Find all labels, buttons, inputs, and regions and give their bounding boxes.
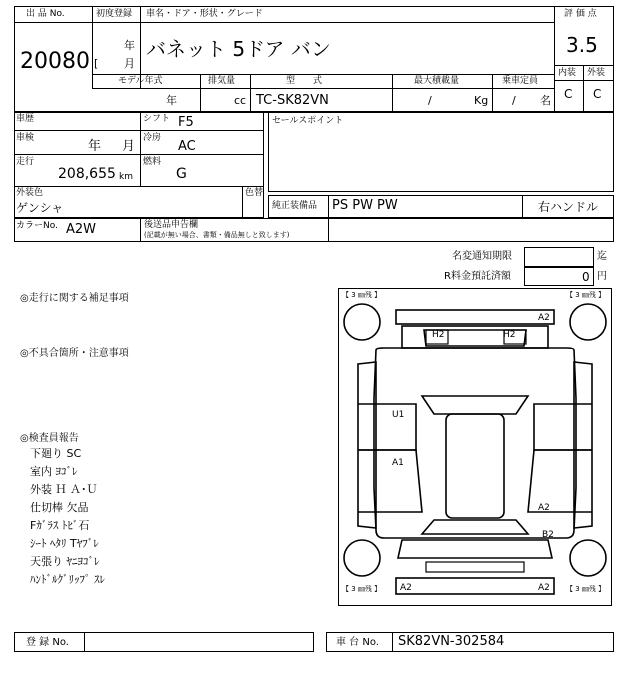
rear-window xyxy=(422,396,528,414)
sales-points-label: セールスポイント xyxy=(272,116,344,126)
inspector-report-label: ◎検査員報告 xyxy=(20,433,79,444)
displacement-unit: cc xyxy=(234,94,247,107)
max-load-label: 最大積載量 xyxy=(414,76,460,86)
lot-label: 出 品 No. xyxy=(26,9,65,19)
wheel-rear-right xyxy=(570,304,606,340)
color-no-value: A2W xyxy=(66,222,97,237)
inspection-label: 車検 xyxy=(16,133,35,143)
shift-label: シフト xyxy=(143,114,171,124)
mark-front-b2: B2 xyxy=(542,530,554,540)
capacity-slash: / xyxy=(512,94,516,107)
recycle-label: R料金預託済額 xyxy=(444,271,511,282)
interior-value: C xyxy=(564,87,573,101)
recycle-value: 0 xyxy=(582,270,590,284)
ac-value: AC xyxy=(178,139,196,154)
model-name-label: 車名・ドア・形状・グレード xyxy=(146,9,263,19)
inspector-line: 仕切棒 欠品 xyxy=(30,501,89,514)
car-diagram xyxy=(338,288,612,606)
wheel-front-left xyxy=(344,540,380,576)
roof xyxy=(446,414,504,518)
mark-front-bumper-right: A2 xyxy=(538,583,550,593)
rear-bumper xyxy=(396,310,554,324)
inspector-line: 室内 ﾖｺﾞﾚ xyxy=(30,465,78,478)
grade-value: 3.5 xyxy=(566,33,598,57)
max-load-unit: Kg xyxy=(474,94,489,107)
type-label: 型 式 xyxy=(286,76,323,86)
capacity-label: 乗車定員 xyxy=(502,76,539,86)
color-label: 外装色 xyxy=(16,188,44,198)
interior-label: 内装 xyxy=(558,68,577,78)
steering-value: 右ハンドル xyxy=(538,200,599,214)
max-load-slash: / xyxy=(428,94,432,107)
displacement-label: 排気量 xyxy=(208,76,236,86)
tire-tread-rear-left: 【 3 ㎜残 】 xyxy=(342,291,382,299)
mileage-unit: km xyxy=(119,172,133,182)
name-change-unit: 迄 xyxy=(597,251,607,262)
inspector-line: 下廻り SC xyxy=(30,447,82,460)
color-no-box xyxy=(14,218,614,242)
tire-tread-rear-right: 【 3 ㎜残 】 xyxy=(566,291,606,299)
inspector-line: 外装 Ｈ Ａ･Ｕ xyxy=(30,483,98,496)
color-no-label: カラーNo. xyxy=(16,221,58,231)
mileage-value: 208,655 xyxy=(58,166,116,182)
inspector-line: ﾊﾝﾄﾞﾙｸﾞﾘｯﾌﾟ ｽﾚ xyxy=(30,573,105,586)
fuel-value: G xyxy=(176,166,187,182)
model-name: バネット 5ドア バン xyxy=(146,37,331,61)
defects-notes-label: ◎不具合箇所・注意事項 xyxy=(20,348,129,359)
grille xyxy=(426,562,524,572)
ac-label: 冷房 xyxy=(143,133,162,143)
tire-tread-front-right: 【 3 ㎜残 】 xyxy=(566,585,606,593)
mark-rear-right: H2 xyxy=(503,330,516,340)
model-year-unit: 年 xyxy=(166,94,177,107)
mark-side-a1: A1 xyxy=(392,458,404,468)
color-change-label: 色替 xyxy=(245,188,264,198)
mark-front-bumper-left: A2 xyxy=(400,583,412,593)
lot-number: 20080 xyxy=(20,49,90,74)
mark-side-u1: U1 xyxy=(392,410,405,420)
color-value: ゲンシャ xyxy=(16,201,64,215)
hood xyxy=(398,540,552,558)
chassis-value: SK82VN-302584 xyxy=(398,634,505,649)
grade-label: 評 価 点 xyxy=(564,9,597,19)
post-report-note: (記載が無い場合、書類・備品無しと致します) xyxy=(144,231,290,239)
tire-tread-front-left: 【 3 ㎜残 】 xyxy=(342,585,382,593)
inspector-line: ｼｰﾄ ﾍﾀﾘ Tﾔﾌﾞﾚ xyxy=(30,537,99,550)
mark-rear-left: H2 xyxy=(432,330,445,340)
name-change-label: 名変通知期限 xyxy=(452,251,512,262)
door-left-rear xyxy=(358,404,416,450)
exterior-label: 外装 xyxy=(587,68,606,78)
equipment-value: PS PW PW xyxy=(332,198,398,213)
first-reg-bracket: [ xyxy=(94,57,99,70)
windshield xyxy=(422,520,528,534)
wheel-rear-left xyxy=(344,304,380,340)
first-reg-year: 年 xyxy=(124,39,135,52)
inspector-line: Fｶﾞﾗｽ ﾄﾋﾞ石 xyxy=(30,519,90,532)
mileage-label: 走行 xyxy=(16,157,35,167)
post-report-label: 後送品申告欄 xyxy=(144,220,199,230)
history-label: 車歴 xyxy=(16,114,35,124)
model-year-label: モデル年式 xyxy=(118,76,163,86)
name-change-field xyxy=(524,247,594,267)
capacity-unit: 名 xyxy=(540,94,551,107)
equipment-label: 純正装備品 xyxy=(272,201,318,211)
inspector-line: 天張り ﾔﾆﾖｺﾞﾚ xyxy=(30,555,100,568)
first-reg-label: 初度登録 xyxy=(96,9,133,19)
front-bumper xyxy=(396,578,554,594)
fuel-label: 燃料 xyxy=(143,157,162,167)
first-reg-month: 月 xyxy=(124,57,135,70)
mark-front-a2: A2 xyxy=(538,503,550,513)
wheel-front-right xyxy=(570,540,606,576)
door-right-rear xyxy=(534,404,592,450)
inspection-year: 年 xyxy=(88,139,102,154)
door-left-front xyxy=(358,450,422,512)
reg-no-label: 登 録 No. xyxy=(26,637,69,648)
type-value: TC-SK82VN xyxy=(256,93,329,108)
shift-value: F5 xyxy=(178,115,194,130)
recycle-unit: 円 xyxy=(597,271,607,282)
inspection-month: 月 xyxy=(122,139,136,154)
running-notes-label: ◎走行に関する補足事項 xyxy=(20,293,129,304)
chassis-label: 車 台 No. xyxy=(336,637,379,648)
exterior-value: C xyxy=(593,87,602,101)
mark-rear-bumper: A2 xyxy=(538,313,550,323)
